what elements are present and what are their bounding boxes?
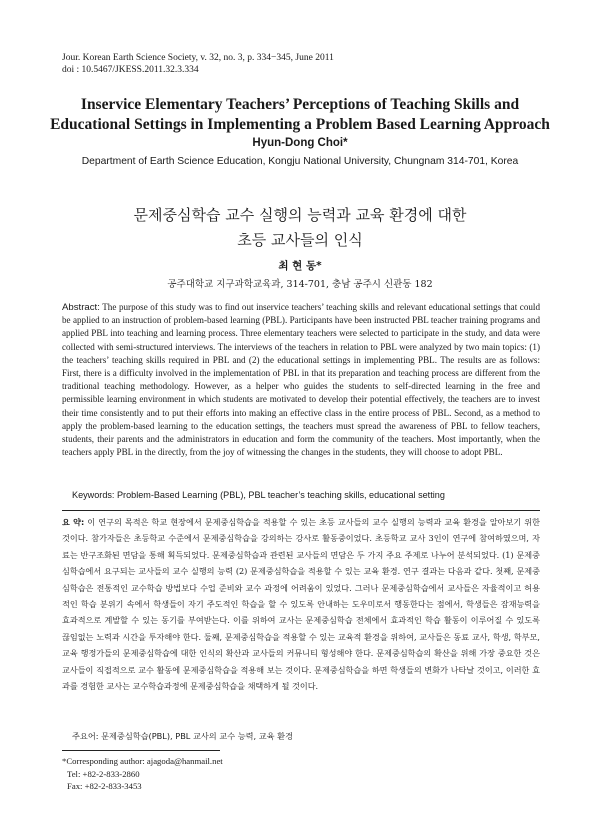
journal-header — [62, 52, 334, 76]
paper-title-english — [40, 95, 560, 135]
korean-title-line-2: 초등 교사들의 인식 — [237, 231, 363, 249]
abstract-label: Abstract: — [62, 302, 100, 313]
title-line-2: Educational Settings in Implementing a Problem Based Learning Approach — [50, 116, 550, 133]
journal-citation: Jour. Korean Earth Science Society, v. 32, no. 3, p. 334−345, June 2011 — [62, 53, 334, 63]
paper-title-korean — [0, 203, 600, 253]
footnote-divider — [62, 750, 220, 751]
section-divider — [62, 510, 540, 511]
author-name-english: Hyun-Dong Choi* — [252, 137, 348, 149]
keywords-english: Keywords: Problem-Based Learning (PBL), PBL teacher’s teaching skills, educational setting — [72, 490, 445, 500]
affiliation-english: Department of Earth Science Education, Kongju National University, Chungnam 314-701, Korea — [81, 156, 519, 167]
corresponding-author-email: *Corresponding author: ajagoda@hanmail.net — [62, 756, 223, 766]
author-name-korean: 최 현 동* — [278, 260, 322, 272]
keywords-korean: 주요어: 문제중심학습(PBL), PBL 교사의 교수 능력, 교육 환경 — [72, 731, 293, 741]
affiliation-korean: 공주대학교 지구과학교육과, 314-701, 충남 공주시 신관동 182 — [167, 279, 433, 290]
abstract-english-text: The purpose of this study was to find out inservice teachers’ teaching skills and relevant educational settings that could be applied to an instruction of problem-based learning (PBL). Participants have been instructed PBL teacher training programs and applied PBL into teaching and learning process. Three elementary teachers were selected to participate in the study, and data were collected with semi-structured interviews. The interviews of the teachers in relation to PBL were analyzed by two main topics: (1) the teachers’ teaching skills required in PBL and (2) the educational settings in implementing PBL. The results are as follows: First, there is a difficulty involved in the implementation of PBL in that its preparation and teaching process are different from the traditional teaching methodology. However, as a helper who guides the students to self-directed learning in the free and permissible learning environment in which students are motivated to develop their potential effectively, the teachers are to invest their time consistently and to put their efforts into making an effective class in the entire process of PBL. Second, as a method to apply the problem-based learning to the education settings, the teachers must spread the awareness of PBL to fellow teachers, students, their parents and the administrators in education and form the community of the teachers. Most importantly, when the teachers apply PBL in the directly, from the joy of witnessing the changes in the students, they will choose to adopt PBL. — [62, 302, 540, 458]
title-line-1: Inservice Elementary Teachers’ Perceptions of Teaching Skills and — [80, 96, 520, 113]
abstract-korean-text: 이 연구의 목적은 학교 현장에서 문제중심학습을 적용할 수 있는 초등 교사들의 교수 실행의 능력과 교육 환경을 알아보기 위한 것이다. 참가자들은 초등학교 수준에서 문제중심학습을 강의하는 강사로 활동중이었다. 초등학교 교사 3인이 연구에 참여하였으며, 자료는 반구조화된 면담을 통해 획득되었다. 문제중심학습과 관련된 교사들의 면담은 두 가지 주요 주제로 나누어 분석되었다. (1) 문제중심학습에서 요구되는 교사들의 교수 실행의 능력 (2) 문제중심학습을 적용할 수 있는 교육 환경. 연구 결과는 다음과 같다. 첫째, 문제중심학습은 전통적인 교수학습 방법보다 수업 준비와 교수 과정에 어려움이 있었다. 그러나 문제중심학습에서 교사들은 자율적이고 허용적인 학습 분위기 속에서 학생들이 자기 주도적인 학습을 할 수 있도록 안내하는 도우미로서 행동한다는 점에서, 학생들은 잠재능력을 효과적으로 계발할 수 있는 동기를 부여받는다. 이를 위하여 교사는 문제중심학습 전체에서 효과적인 학습 활동이 이루어질 수 있도록 끊임없는 노력과 시간을 투자해야 한다. 둘째, 문제중심학습을 적용할 수 있는 교육적 환경을 위하여, 교사들은 동료 교사, 학생, 학부모, 교육 행정가들의 문제중심학습에 대한 인식의 확산과 교사들의 커뮤니티 형성해야 한다. 문제중심학습의 확산을 위해 가장 중요한 것은 교사들이 직접적으로 교수 활동에 문제중심학습을 적용해 보는 것이다. 문제중심학습을 하면 학생들의 변화가 나타날 것이고, 이러한 효과를 경험한 교사는 교수학습과정에 문제중심학습을 채택하게 될 것이다. — [62, 517, 541, 692]
corresponding-author-footnote — [62, 755, 223, 793]
korean-abstract-label: 요 약: — [62, 517, 85, 527]
korean-title-line-1: 문제중심학습 교수 실행의 능력과 교육 환경에 대한 — [133, 206, 467, 224]
journal-doi: doi : 10.5467/JKESS.2011.32.3.334 — [62, 65, 199, 75]
author-fax: Fax: +82-2-833-3453 — [67, 781, 142, 792]
abstract-korean — [62, 514, 540, 694]
abstract-english — [62, 301, 540, 459]
author-telephone: Tel: +82-2-833-2860 — [67, 768, 140, 779]
